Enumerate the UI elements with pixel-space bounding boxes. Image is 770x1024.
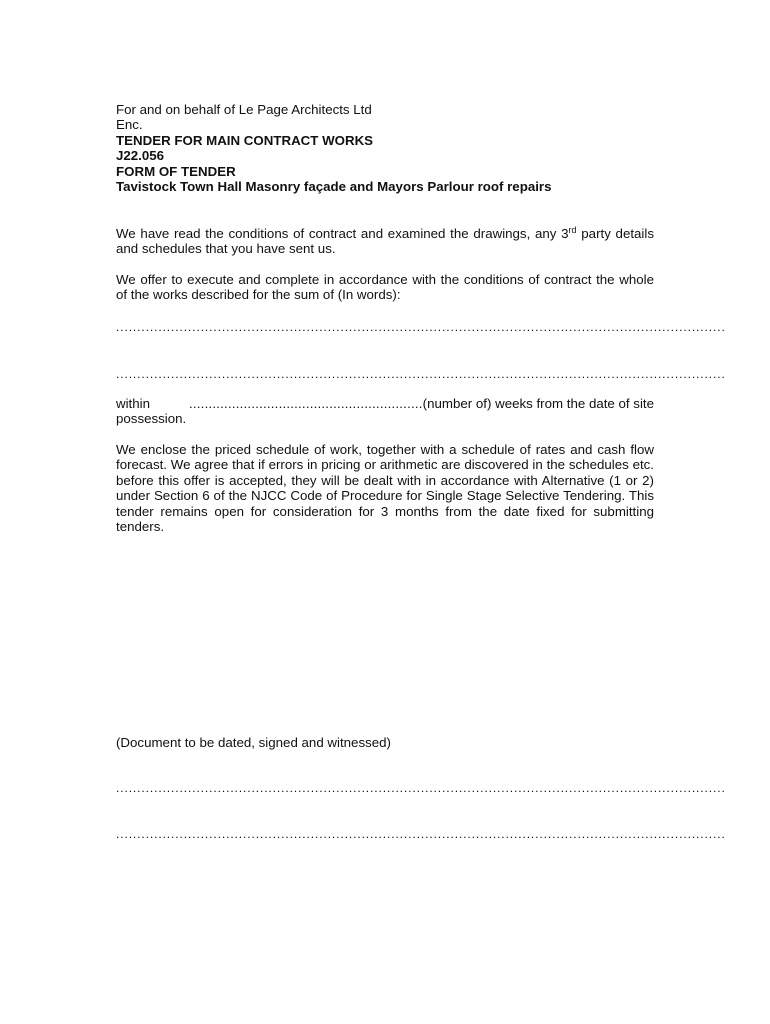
signature-line-1: ................................................................................................................................................ [116,781,726,795]
weeks-dotted-field: ............................................................ [189,396,423,411]
paragraph-schedule: We enclose the priced schedule of work, together with a schedule of rates and cash flow forecast. We agree that if errors in pricing or arithmetic are discovered in the schedules etc. before this offer is accepted, they will be dealt with in accordance with Alternative (1 or 2) under Section 6 of the NJCC Code of Procedure for Single Stage Selective Tendering. This tender remains open for consideration for 3 months from the date fixed for submitting tenders. [116,442,654,535]
header-block [116,102,654,194]
within-word: within [116,396,150,411]
tender-title: TENDER FOR MAIN CONTRACT WORKS [116,132,374,148]
form-title: FORM OF TENDER [116,163,236,179]
paragraph-conditions [116,226,654,257]
paragraph-conditions-text-1: We have read the conditions of contract and examined the drawings, any 3 [116,226,569,241]
sum-words-line-2: ................................................................................................................................................ [116,367,726,381]
project-title: Tavistock Town Hall Masonry façade and Mayors Parlour roof repairs [116,179,552,195]
within-weeks-field [189,396,654,411]
signature-instruction: (Document to be dated, signed and witnessed) [116,735,391,750]
paragraph-conditions-text-2: party details and schedules that you have sent us. [116,226,654,257]
within-weeks-block [116,396,654,427]
paragraph-offer: We offer to execute and complete in accordance with the conditions of contract the whole of the works described for the sum of (In words): [116,272,654,303]
job-reference: J22.056 [116,148,165,164]
sum-words-line-1: ................................................................................................................................................ [116,320,726,334]
weeks-label: (number of) weeks from the date of site [422,396,654,411]
within-weeks-line [116,396,654,411]
signature-line-2: ................................................................................................................................................ [116,827,726,841]
possession-line: possession. [116,411,187,427]
behalf-line: For and on behalf of Le Page Architects Ltd [116,102,372,117]
ordinal-superscript: rd [568,225,577,235]
enc-line: Enc. [116,117,143,133]
